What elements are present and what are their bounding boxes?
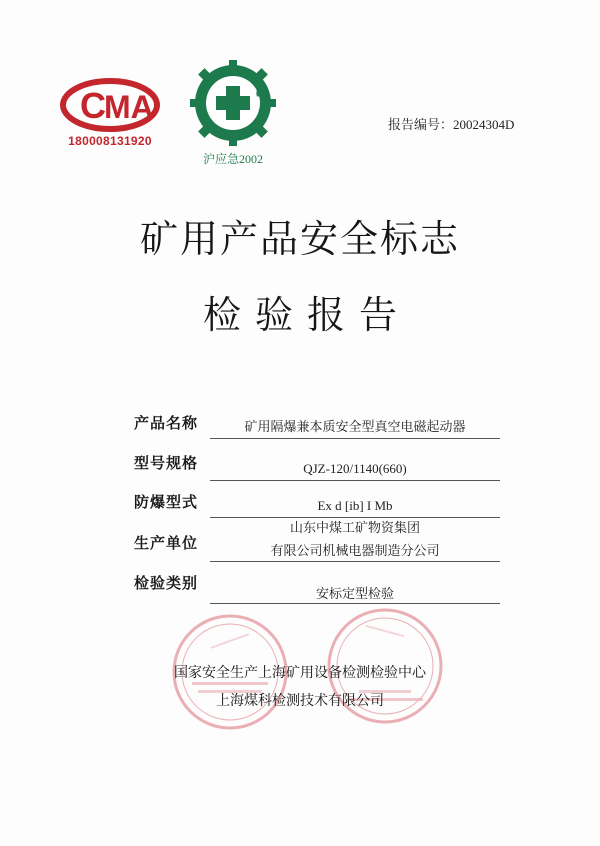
safety-emblem xyxy=(190,60,276,146)
issuing-organization-2: 上海煤科检测技术有限公司 xyxy=(216,693,384,709)
model-label: 型号规格 xyxy=(134,454,199,472)
report-number-label: 报告编号： xyxy=(388,117,454,132)
cma-number: 180008131920 xyxy=(68,134,152,148)
cma-logo-text: MA xyxy=(104,89,154,125)
manufacturer-value-line1: 山东中煤工矿物资集团 xyxy=(289,521,420,536)
product-name-value: 矿用隔爆兼本质安全型真空电磁起动器 xyxy=(244,420,466,435)
manufacturer-label: 生产单位 xyxy=(134,534,199,552)
product-name-label: 产品名称 xyxy=(134,414,199,432)
report-title-line2: 检验报告 xyxy=(202,293,411,337)
manufacturer-underline xyxy=(210,561,500,562)
svg-text:C: C xyxy=(80,85,106,126)
emblem-caption: 沪应急2002 xyxy=(202,152,263,166)
report-number-value: 20024304D xyxy=(453,117,515,132)
report-number xyxy=(388,114,514,133)
inspection-type-label: 检验类别 xyxy=(134,574,199,592)
manufacturer-value-line2: 有限公司机械电器制造分公司 xyxy=(270,544,440,559)
inspection-type-underline xyxy=(210,603,500,604)
explosion-proof-value: Ex d [ib] I Mb xyxy=(317,498,393,513)
explosion-proof-label: 防爆型式 xyxy=(134,493,199,511)
inspection-type-value: 安标定型检验 xyxy=(315,587,394,602)
report-title-line1: 矿用产品安全标志 xyxy=(139,217,460,261)
model-underline xyxy=(210,480,500,481)
product-name-underline xyxy=(210,438,500,439)
issuing-organization-1: 国家安全生产上海矿用设备检测检验中心 xyxy=(174,665,426,681)
model-value: QJZ-120/1140(660) xyxy=(303,461,407,476)
